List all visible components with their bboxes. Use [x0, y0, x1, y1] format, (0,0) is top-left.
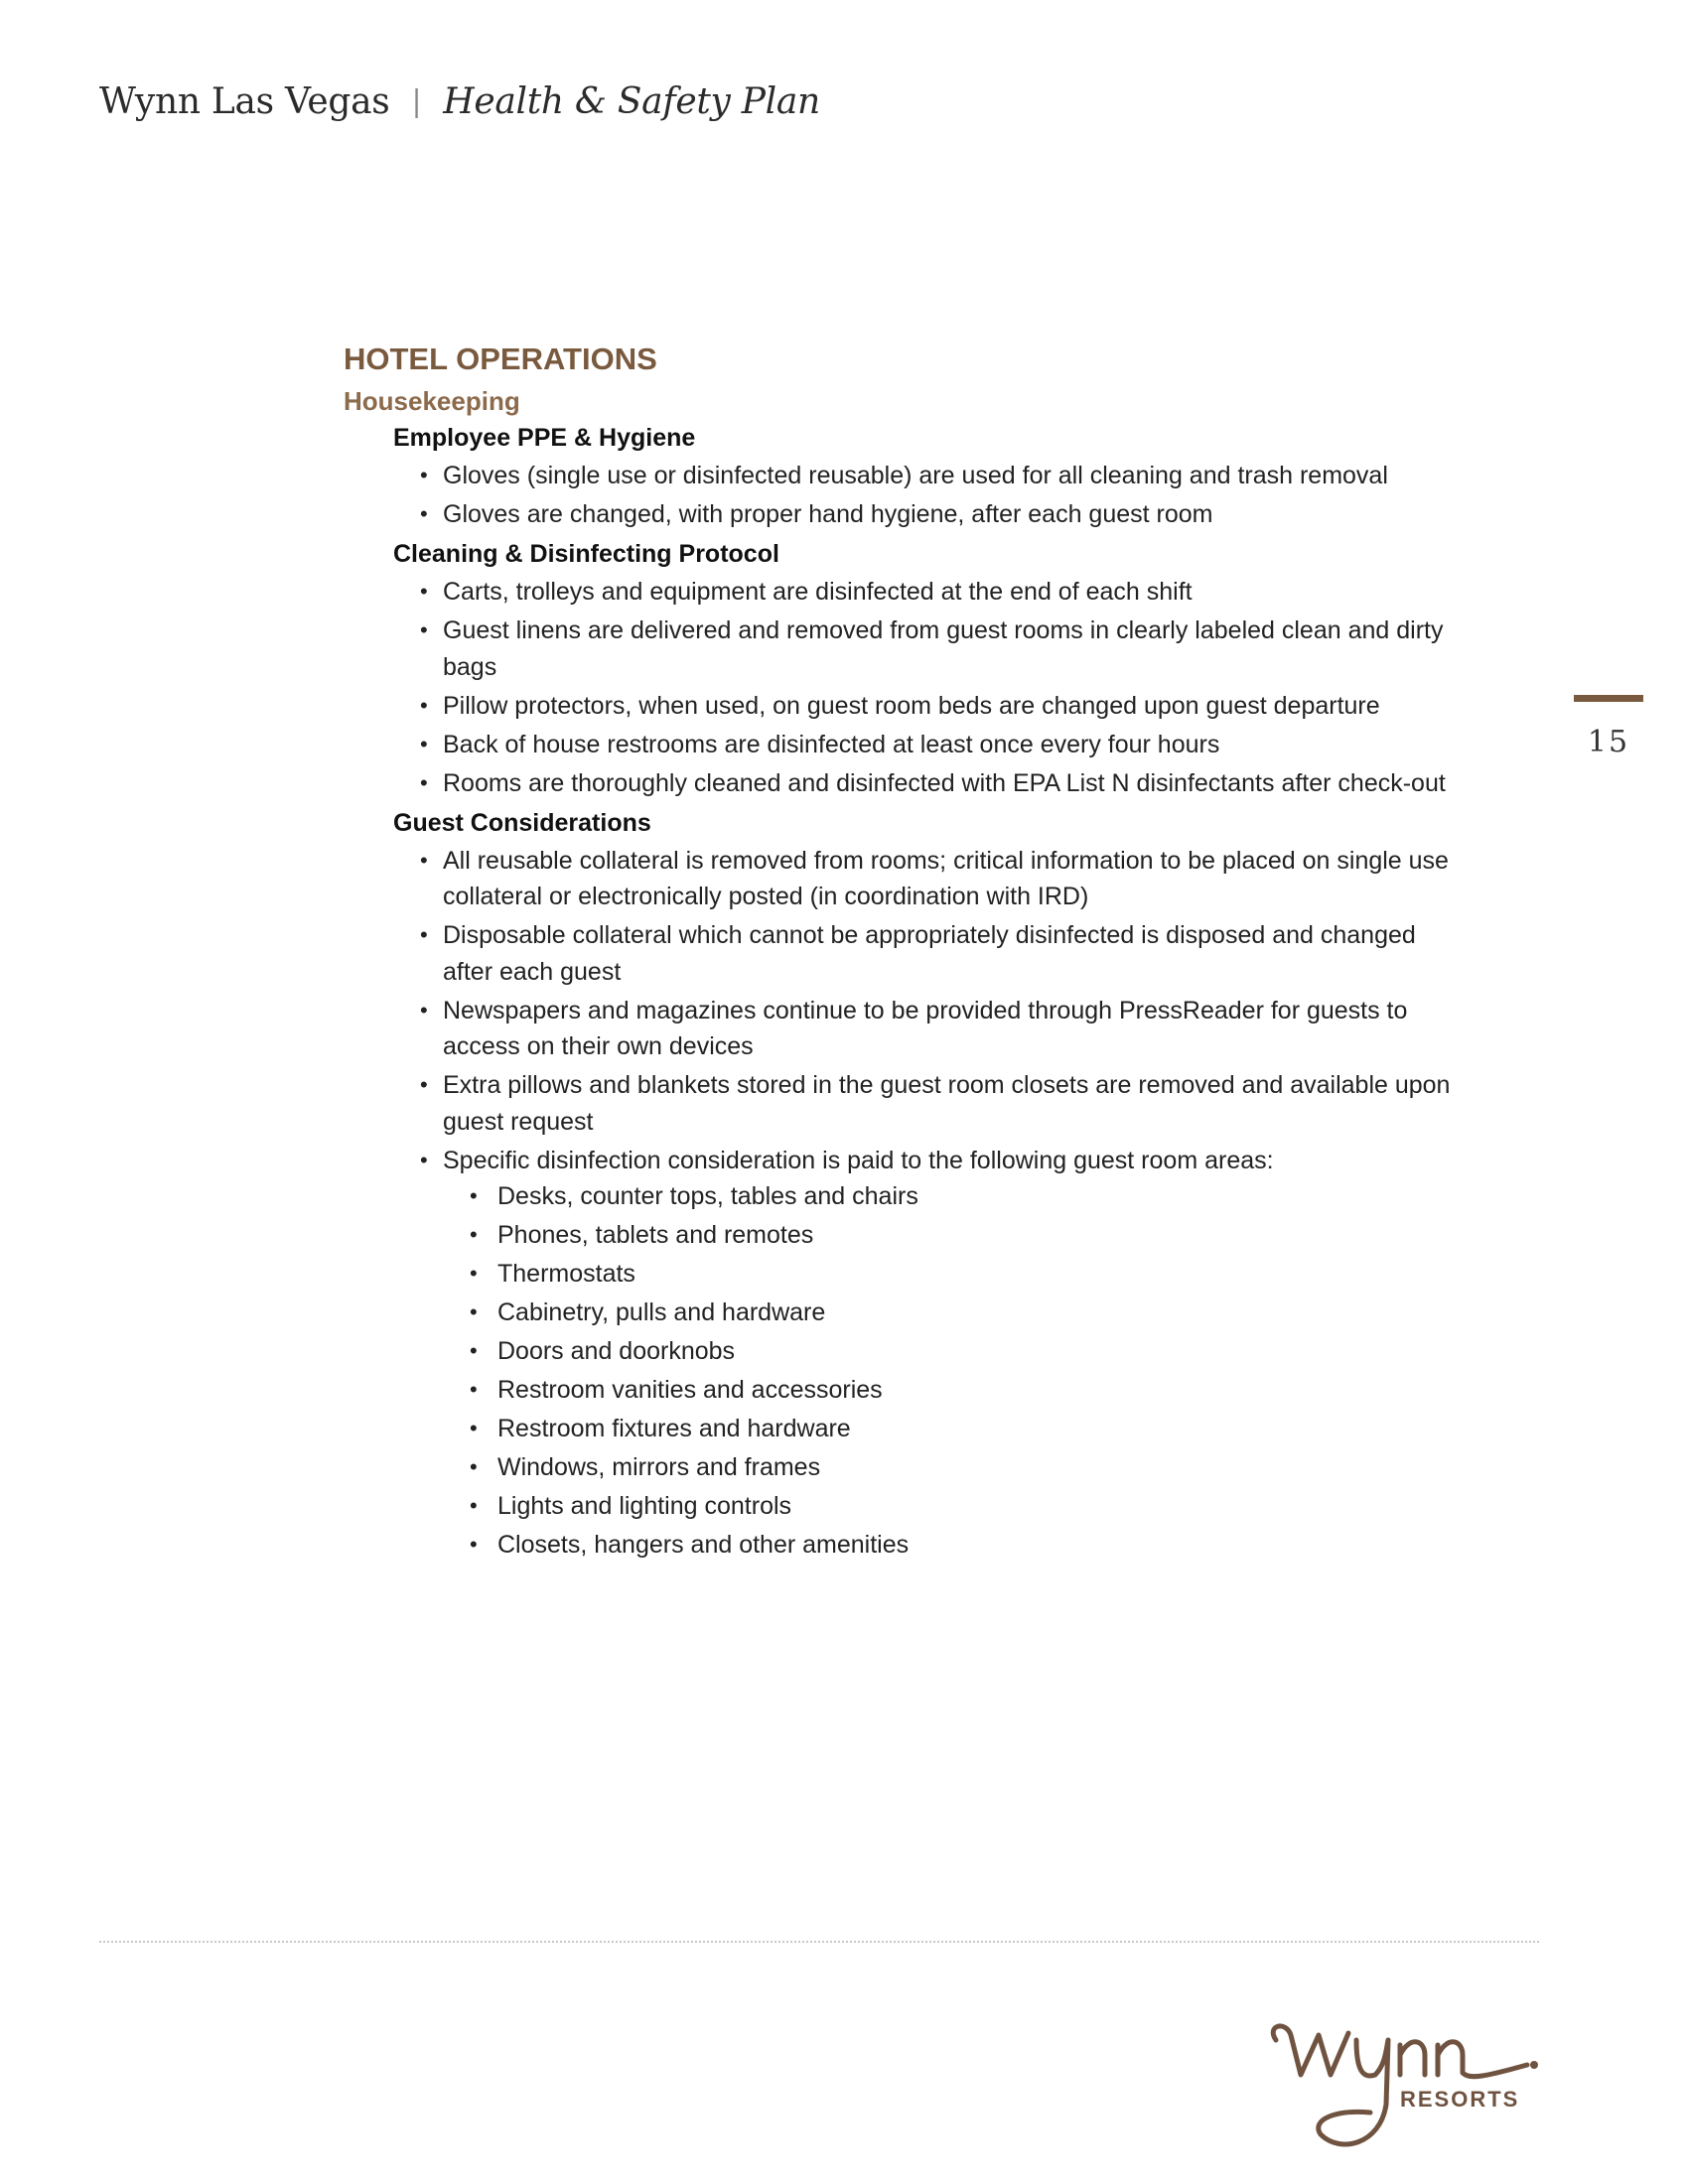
logo-wordmark: RESORTS	[1400, 2087, 1520, 2112]
sub-bullet-list	[497, 1178, 1466, 1564]
group-title: Employee PPE & Hygiene	[393, 424, 696, 452]
group-cleaning-protocol	[393, 535, 1466, 801]
list-item: • Specific disinfection consideration is paid to the following guest room areas: • Desks, counter tops, tables and chairs • Phones, tablets and remotes • Thermostats • Cabinetry, pulls and hardware • Doors and doorknobs • Restroom vanities and accessories • Restroom fixtures and hardware • Windows, mirrors and frames • Lights and lighting controls • Closets, hangers and other amenities	[393, 1143, 1466, 1564]
group-employee-ppe	[393, 419, 1466, 533]
list-item: • Disposable collateral which cannot be appropriately disinfected is disposed and changed after each guest	[393, 917, 1466, 990]
page-header	[99, 81, 820, 122]
header-brand: Wynn Las Vegas	[99, 81, 390, 122]
footer-divider	[99, 1941, 1539, 1943]
list-item: • Rooms are thoroughly cleaned and disinfected with EPA List N disinfectants after check-out	[393, 765, 1466, 802]
list-item: • Pillow protectors, when used, on guest room beds are changed upon guest departure	[393, 688, 1466, 725]
header-subtitle: Health & Safety Plan	[443, 81, 820, 122]
sub-list-item: • Cabinetry, pulls and hardware	[497, 1295, 1466, 1331]
list-item: • Extra pillows and blankets stored in the guest room closets are removed and available upon guest request	[393, 1067, 1466, 1140]
bullet-list	[393, 843, 1466, 1564]
subsection-title: Housekeeping	[344, 386, 520, 416]
sub-list-item: • Doors and doorknobs	[497, 1333, 1466, 1370]
list-item: • Back of house restrooms are disinfected at least once every four hours	[393, 727, 1466, 763]
sub-list-item: • Restroom fixtures and hardware	[497, 1411, 1466, 1447]
list-item: • Carts, trolleys and equipment are disinfected at the end of each shift	[393, 574, 1466, 611]
bullet-list	[393, 458, 1466, 533]
bullet-list	[393, 574, 1466, 801]
sub-list-item: • Restroom vanities and accessories	[497, 1372, 1466, 1409]
sub-list-item: • Desks, counter tops, tables and chairs	[497, 1178, 1466, 1215]
sub-list-item: • Thermostats	[497, 1256, 1466, 1293]
list-item: • Gloves are changed, with proper hand hygiene, after each guest room	[393, 496, 1466, 533]
sub-list-item: • Closets, hangers and other amenities	[497, 1527, 1466, 1564]
page-number-rule	[1574, 695, 1643, 702]
group-guest-considerations	[393, 804, 1466, 1564]
header-separator: |	[411, 84, 422, 119]
list-item: • Newspapers and magazines continue to be provided through PressReader for guests to access on their own devices	[393, 993, 1466, 1065]
page-number: 15	[1587, 725, 1630, 759]
sub-list-item: • Phones, tablets and remotes	[497, 1217, 1466, 1254]
list-item: • Guest linens are delivered and removed from guest rooms in clearly labeled clean and dirty bags	[393, 613, 1466, 685]
section-title: HOTEL OPERATIONS	[344, 341, 657, 376]
logo-dot	[1530, 2061, 1538, 2069]
group-title: Cleaning & Disinfecting Protocol	[393, 540, 779, 568]
list-item: • All reusable collateral is removed from rooms; critical information to be placed on single use collateral or electronically posted (in coordination with IRD)	[393, 843, 1466, 915]
sub-list-item: • Lights and lighting controls	[497, 1488, 1466, 1525]
sub-list-item: • Windows, mirrors and frames	[497, 1449, 1466, 1486]
list-item: • Gloves (single use or disinfected reusable) are used for all cleaning and trash removal	[393, 458, 1466, 494]
wynn-resorts-logo	[1261, 1995, 1539, 2164]
group-title: Guest Considerations	[393, 808, 651, 837]
main-content	[344, 336, 1466, 1566]
